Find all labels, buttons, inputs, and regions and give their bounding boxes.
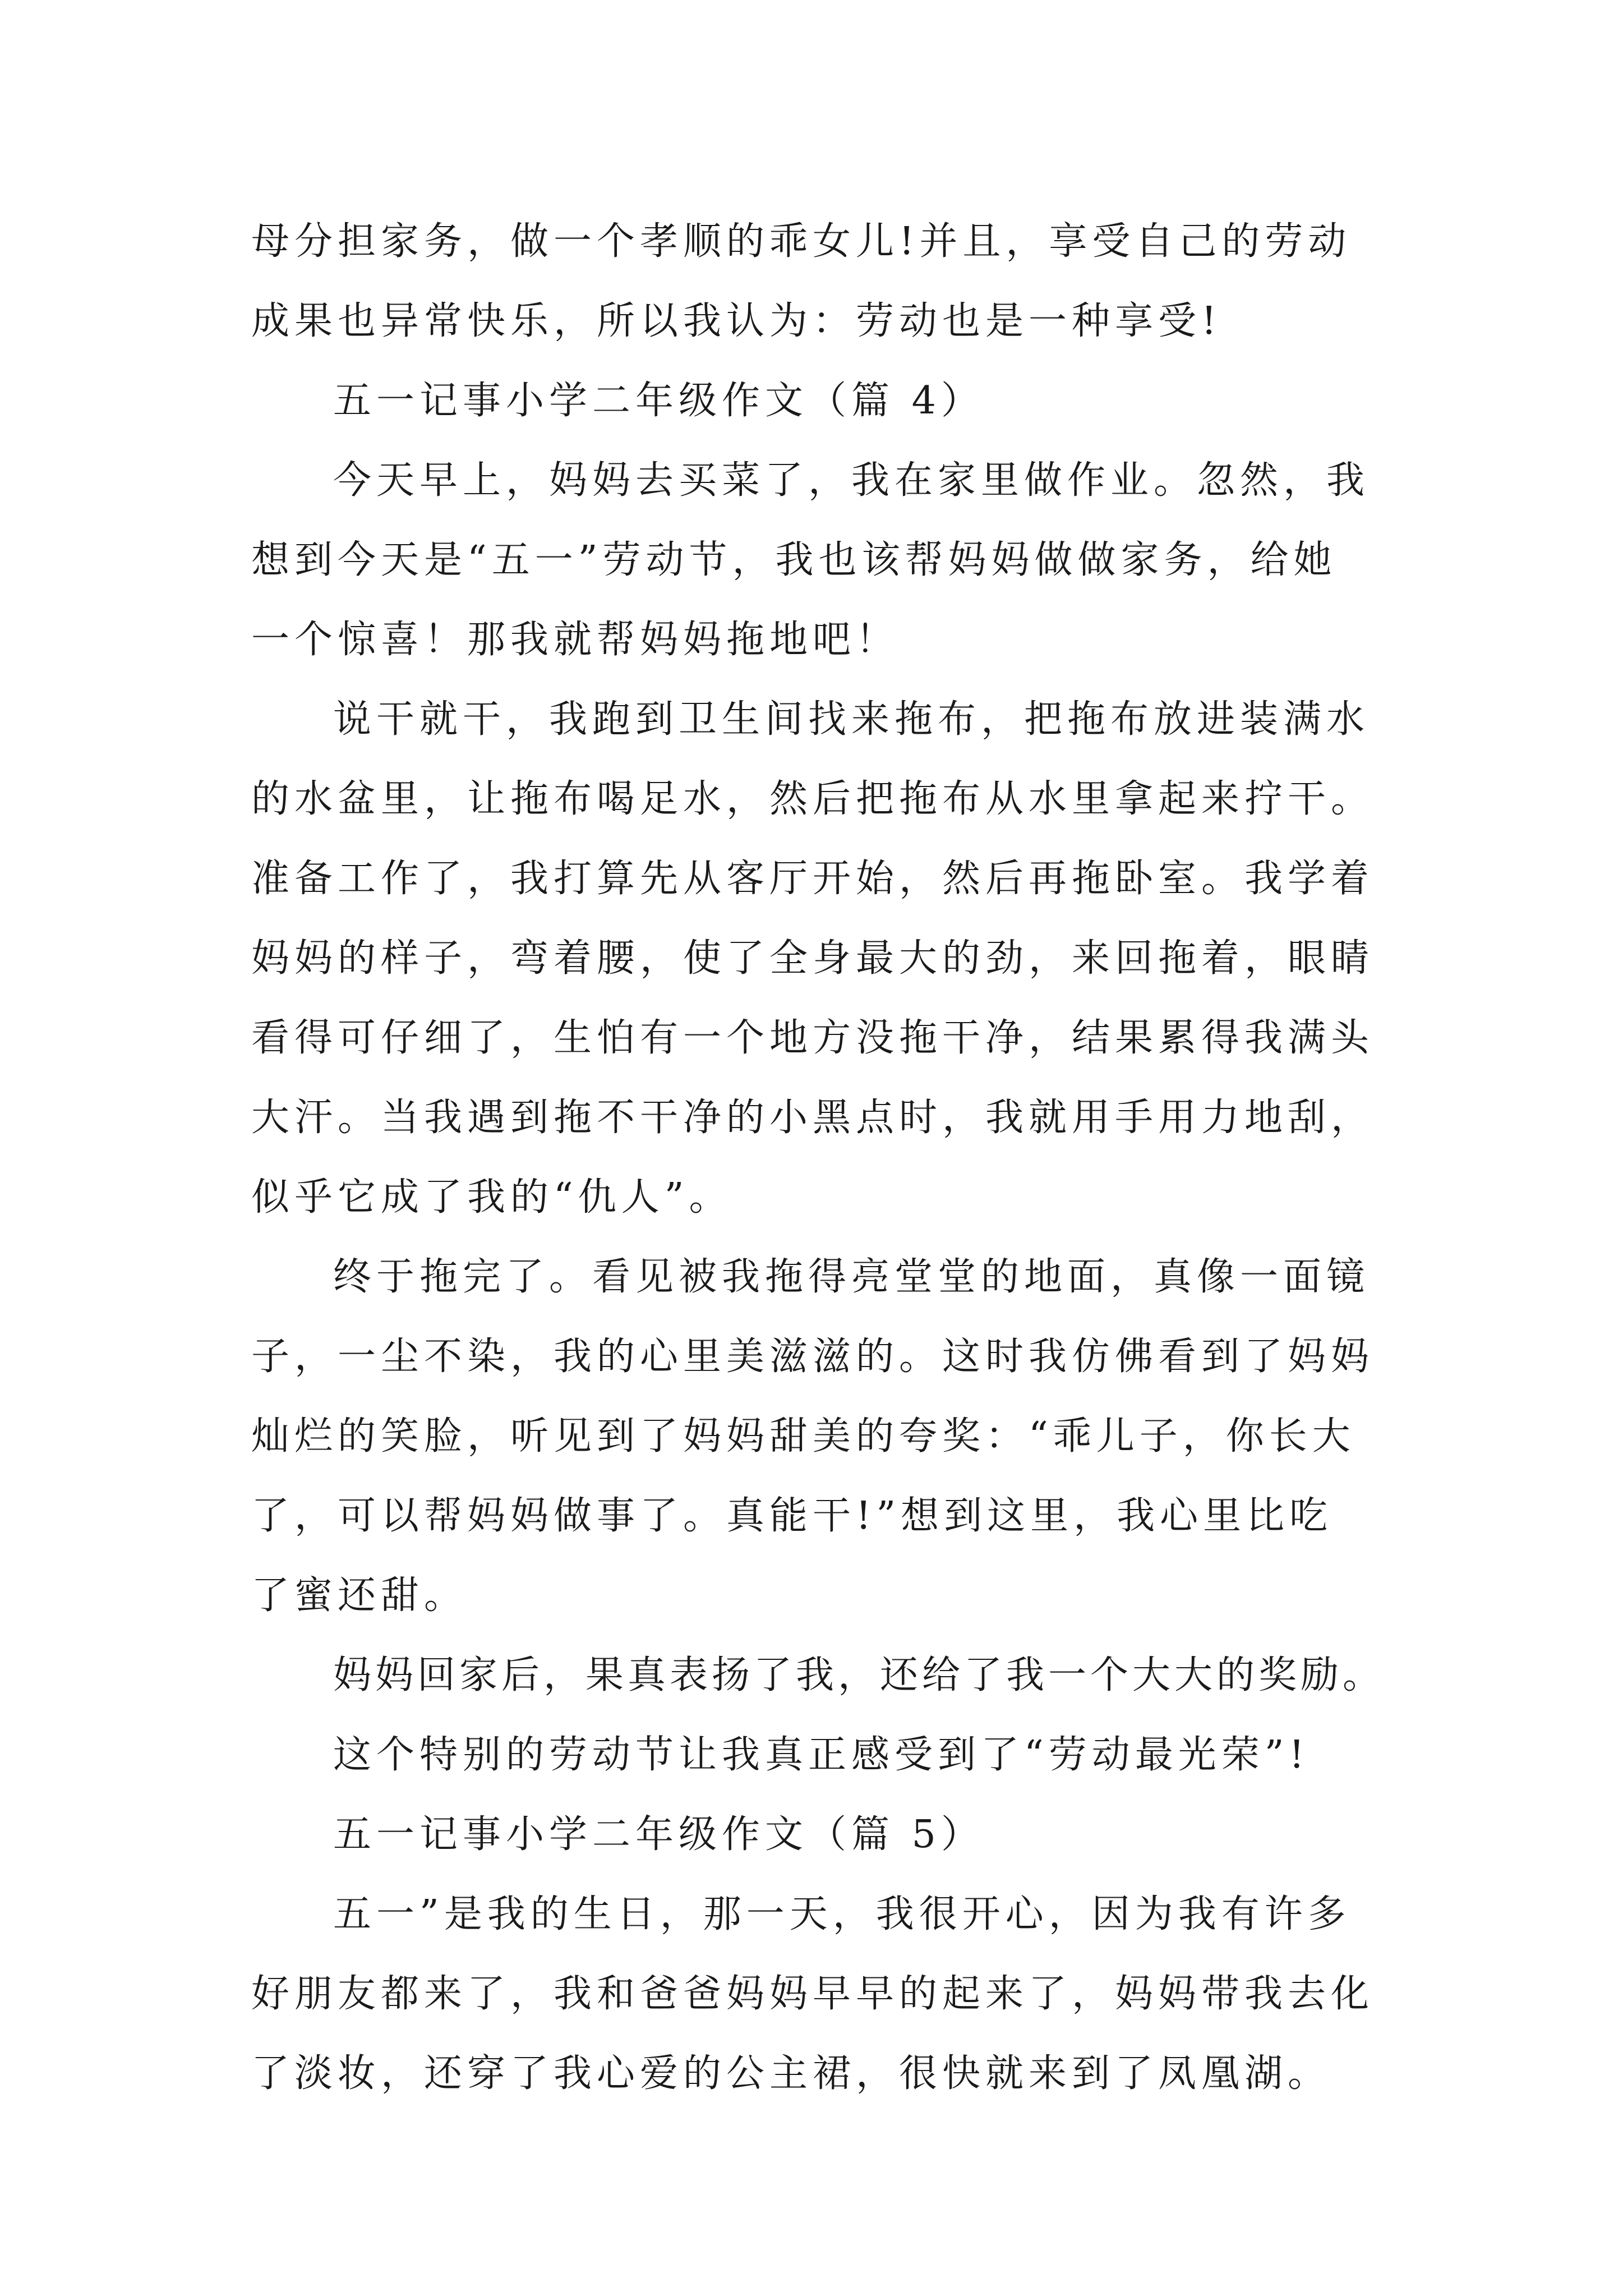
text-line: 终于拖完了。看见被我拖得亮堂堂的地面，真像一面镜 bbox=[333, 1255, 1370, 1299]
text-line: 母分担家务，做一个孝顺的乖女儿!并且，享受自己的劳动 bbox=[251, 219, 1352, 264]
section-heading-5: 五一记事小学二年级作文（篇 5） bbox=[333, 1812, 984, 1857]
text-line: 成果也异常快乐，所以我认为：劳动也是一种享受! bbox=[251, 299, 1222, 343]
text-line: 今天早上，妈妈去买菜了，我在家里做作业。忽然，我 bbox=[333, 458, 1370, 503]
text-line: 妈妈回家后，果真表扬了我，还给了我一个大大的奖励。 bbox=[333, 1653, 1385, 1697]
text-line: 妈妈的样子，弯着腰，使了全身最大的劲，来回拖着，眼睛 bbox=[251, 936, 1375, 981]
text-line: 大汗。当我遇到拖不干净的小黑点时，我就用手用力地刮， bbox=[251, 1096, 1375, 1140]
text-line: 子，一尘不染，我的心里美滋滋的。这时我仿佛看到了妈妈 bbox=[251, 1335, 1375, 1379]
text-line: 想到今天是“五一”劳动节，我也该帮妈妈做做家务，给她 bbox=[251, 538, 1337, 582]
text-line: 似乎它成了我的“仇人”。 bbox=[251, 1175, 732, 1220]
text-line: 了，可以帮妈妈做事了。真能干!”想到这里，我心里比吃 bbox=[251, 1494, 1333, 1538]
text-line: 一个惊喜！那我就帮妈妈拖地吧！ bbox=[251, 618, 900, 662]
text-line: 说干就干，我跑到卫生间找来拖布，把拖布放进装满水 bbox=[333, 697, 1370, 742]
section-heading-4: 五一记事小学二年级作文（篇 4） bbox=[333, 379, 984, 423]
text-line: 这个特别的劳动节让我真正感受到了“劳动最光荣”! bbox=[333, 1733, 1310, 1777]
text-line: 好朋友都来了，我和爸爸妈妈早早的起来了，妈妈带我去化 bbox=[251, 1972, 1375, 2016]
text-line: 准备工作了，我打算先从客厅开始，然后再拖卧室。我学着 bbox=[251, 857, 1375, 901]
text-line: 看得可仔细了，生怕有一个地方没拖干净，结果累得我满头 bbox=[251, 1016, 1375, 1060]
text-line: 了淡妆，还穿了我心爱的公主裙，很快就来到了凤凰湖。 bbox=[251, 2051, 1331, 2096]
essay-body bbox=[251, 202, 1390, 2114]
text-line: 五一”是我的生日，那一天，我很开心，因为我有许多 bbox=[333, 1892, 1351, 1936]
text-line: 了蜜还甜。 bbox=[251, 1573, 468, 1618]
text-line: 灿烂的笑脸，听见到了妈妈甜美的夸奖：“乖儿子，你长大 bbox=[251, 1414, 1355, 1458]
text-line: 的水盆里，让拖布喝足水，然后把拖布从水里拿起来拧干。 bbox=[251, 777, 1375, 821]
